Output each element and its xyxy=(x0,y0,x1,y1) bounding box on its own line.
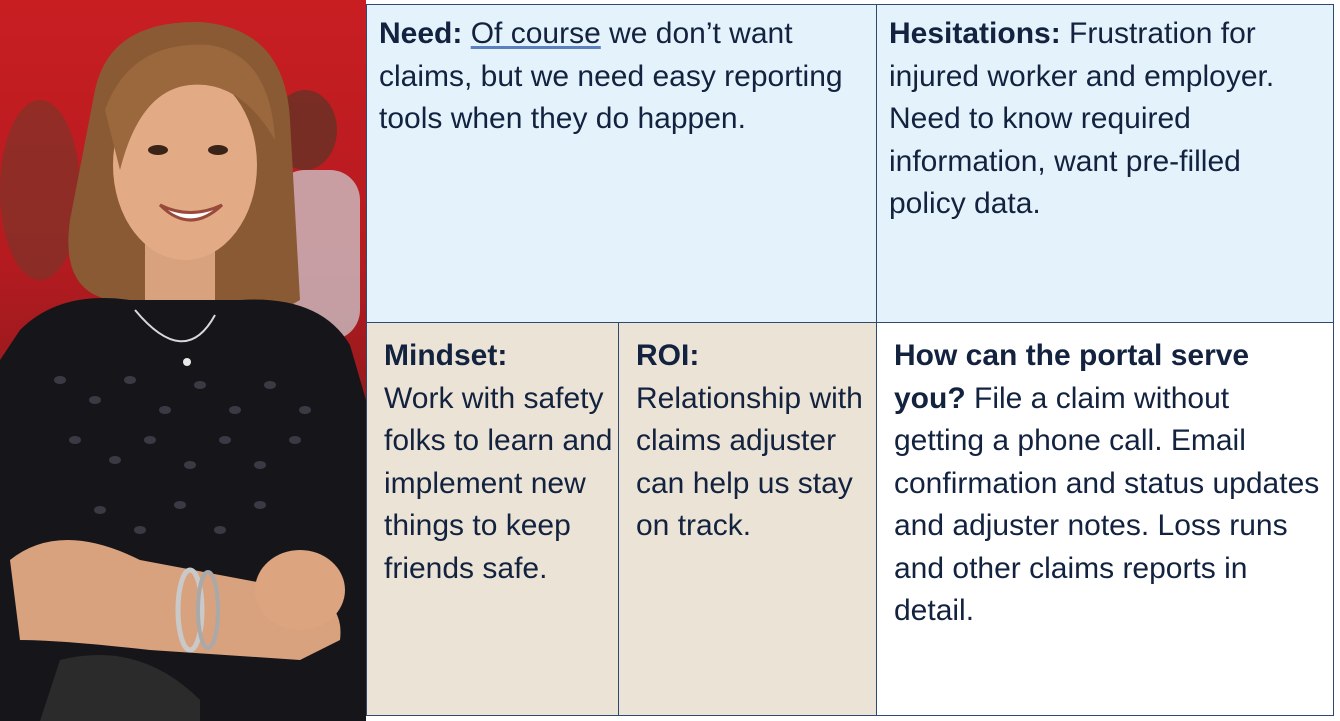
hesitations-cell xyxy=(876,4,1334,324)
portal-label: How can the portal serve you? xyxy=(894,339,1250,415)
background-figure xyxy=(0,100,80,280)
need-underlined-text: Of course xyxy=(470,17,601,50)
hesitations-text: Frustration for injured worker and employer. Need to know required information, want pre-filled policy data. xyxy=(889,17,1275,220)
eye-left xyxy=(148,145,168,155)
roi-text: Relationship with claims adjuster can help us stay on track. xyxy=(636,381,863,542)
roi-label: ROI: xyxy=(636,339,700,372)
necklace-pendant xyxy=(183,358,191,366)
roi-cell xyxy=(618,322,878,716)
eye-right xyxy=(208,145,228,155)
portal-text: File a claim without getting a phone call. Email confirmation and status updates and adjuster notes. Loss runs and other claims reports in detail. xyxy=(894,381,1320,627)
hand-shape xyxy=(255,550,345,630)
mindset-label: Mindset: xyxy=(384,339,508,372)
persona-illustration xyxy=(0,0,366,721)
mindset-cell xyxy=(366,322,620,716)
persona-photo xyxy=(0,0,366,721)
need-label: Need: xyxy=(379,17,463,50)
need-text: we don’t want claims, but we need easy reporting tools when they do happen. xyxy=(379,17,843,135)
black-top xyxy=(0,298,366,721)
persona-grid xyxy=(366,4,1334,716)
portal-cell xyxy=(876,322,1334,716)
need-cell xyxy=(366,4,878,324)
mindset-text: Work with safety folks to learn and implement new things to keep friends safe. xyxy=(384,381,613,585)
hesitations-label: Hesitations: xyxy=(889,17,1061,50)
